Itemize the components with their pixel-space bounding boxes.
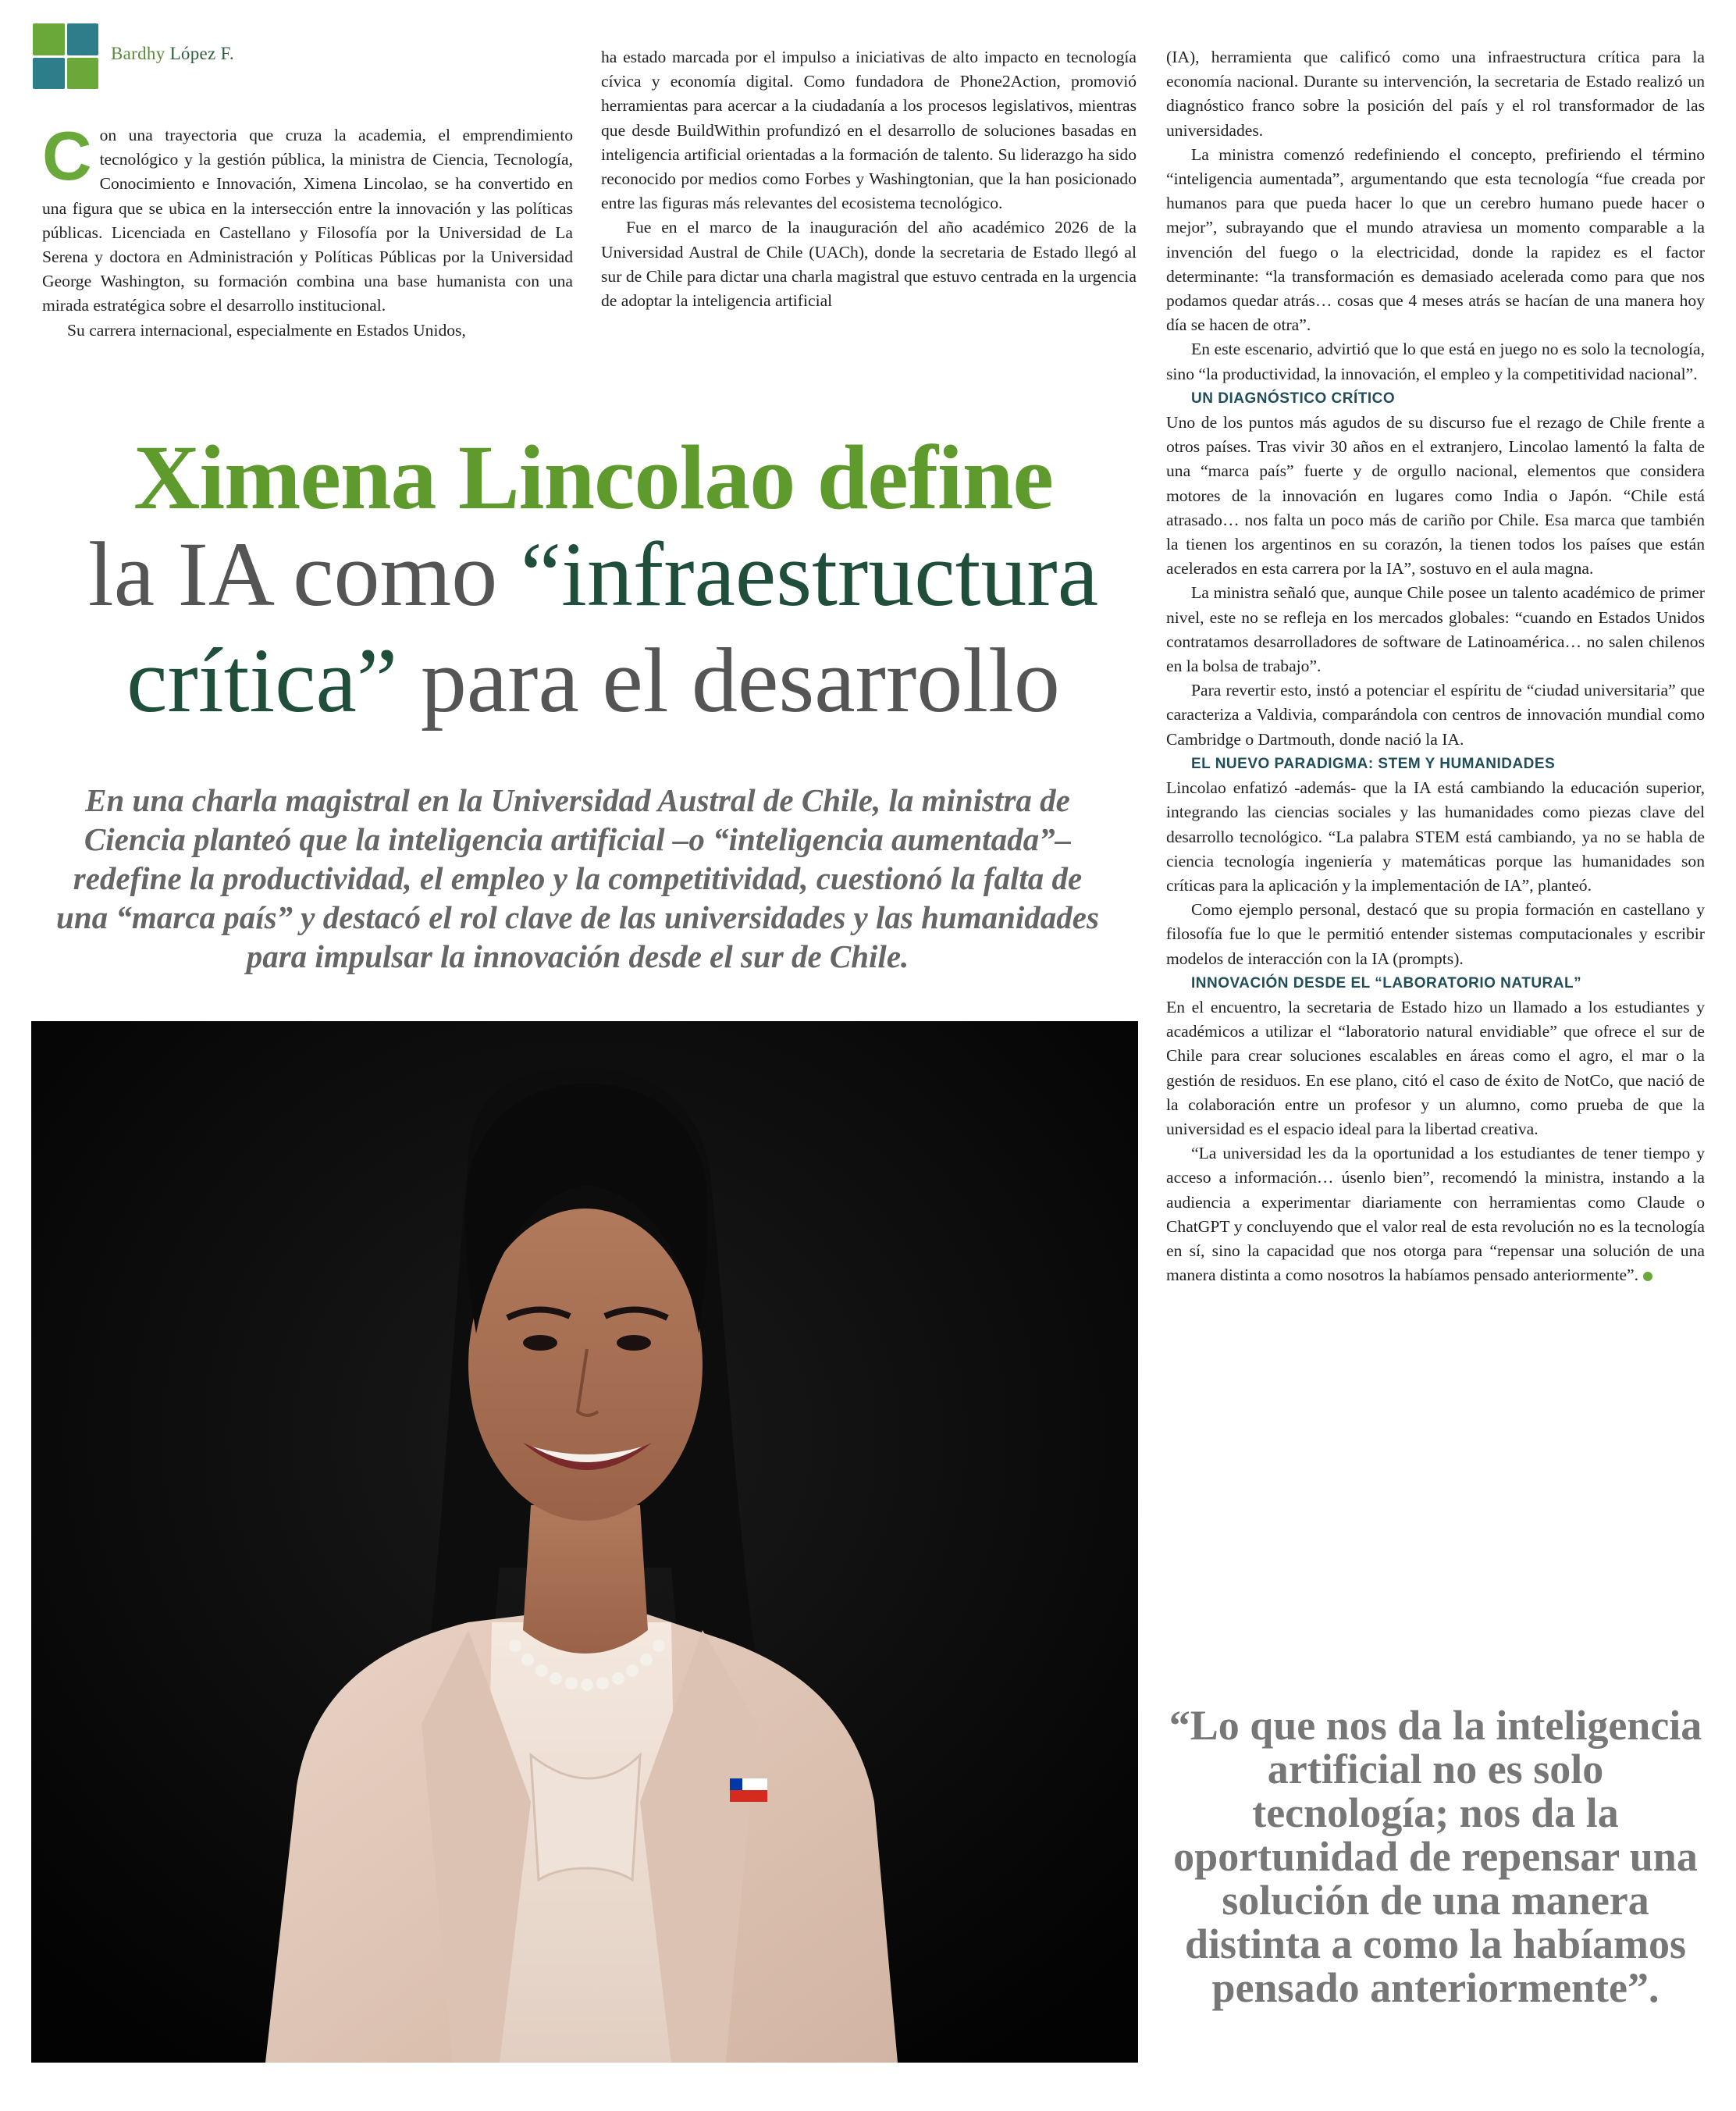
headline-line-3: crítica” para el desarrollo — [126, 629, 1060, 732]
pull-quote: “Lo que nos da la inteligencia artificial no es solo tecnología; nos da la oportunidad de repensar una solución de una manera distinta a como la habíamos pensado anteriormente”. — [1169, 1702, 1702, 2011]
subhead-innovacion: INNOVACIÓN DESDE EL “LABORATORIO NATURAL” — [1191, 974, 1582, 991]
end-mark-icon — [1643, 1272, 1652, 1281]
article-column-1 — [42, 117, 573, 343]
col1-paragraph-2: Su carrera internacional, especialmente en Estados Unidos, — [67, 320, 466, 340]
byline-last: López F. — [169, 44, 234, 63]
chile-flag-pin-icon — [730, 1778, 767, 1802]
headline-line-2: la IA como “infraestructura — [87, 523, 1099, 625]
article-column-2 — [601, 45, 1137, 313]
headline-line-1: Ximena Lincolao define — [133, 426, 1053, 529]
col3-paragraph: La ministra señaló que, aunque Chile posee un talento académico de primer nivel, este no se refleja en los mercados globales: “cuando en Estados Unidos contratamos desarrolladores de software de Latinoamérica… no salen chilenos en la bolsa de trabajo”. — [1166, 583, 1705, 676]
portrait-photo — [31, 1021, 1138, 2063]
col2-paragraph-2: Fue en el marco de la inauguración del año académico 2026 de la Universidad Austral de Chile (UACh), donde la secretaria de Estado llegó al sur de Chile para dictar una charla magistral que estuvo centrada en la urgencia de adoptar la inteligencia artificial — [601, 218, 1137, 311]
col3-paragraph: Para revertir esto, instó a potenciar el espíritu de “ciudad universitaria” que caracteriza a Valdivia, comparándola con centros de innovación mundial como Cambridge o Dartmouth, donde nació la IA. — [1166, 681, 1705, 749]
article-column-3 — [1166, 45, 1705, 1287]
col3-paragraph: Lincolao enfatizó -además- que la IA está cambiando la educación superior, integrando las ciencias sociales y las humanidades como piezas clave del desarrollo tecnológico. “La palabra STEM está cambiando, ya no se habla de ciencia tecnología ingeniería y matemáticas porque las humanidades son críticas para la aplicación y la implementación de IA”, planteó. — [1166, 778, 1705, 895]
subhead-diagnostico: UN DIAGNÓSTICO CRÍTICO — [1191, 390, 1396, 407]
byline — [111, 44, 234, 64]
col1-paragraph: on una trayectoria que cruza la academia, el emprendimiento tecnológico y la gestión pública, la ministra de Ciencia, Tecnología, Conocimiento e Innovación, Ximena Lincolao, se ha convertido en una figura que se ubica en la intersección entre la innovación y las políticas públicas. Licenciada en Castellano y Filosofía por la Universidad de La Serena y doctora en Administración y Políticas Públicas por la Universidad George Washington, su formación combina una base humanista con una mirada estratégica sobre el desarrollo institucional. — [42, 126, 573, 315]
subhead-paradigma: EL NUEVO PARADIGMA: STEM Y HUMANIDADES — [1191, 755, 1556, 772]
col3-paragraph: (IA), herramienta que calificó como una infraestructura crítica para la economía nacional. Durante su intervención, la secretaria de Estado realizó un diagnóstico franco sobre la posición del país y el rol transformador de las universidades. — [1166, 48, 1705, 140]
col2-paragraph: ha estado marcada por el impulso a iniciativas de alto impacto en tecnología cívica y economía digital. Como fundadora de Phone2Action, promovió herramientas para acercar a la ciudadanía a los procesos legislativos, mientras que desde BuildWithin profundizó en el desarrollo de soluciones basadas en inteligencia artificial orientadas a la formación de talento. Su liderazgo ha sido reconocido por medios como Forbes y Washingtonian, que la han posicionado entre las figuras más relevantes del ecosistema tecnológico. — [601, 48, 1137, 213]
col3-paragraph: La ministra comenzó redefiniendo el concepto, prefiriendo el término “inteligencia aumentada”, argumentando que esta tecnología “fue creada por humanos para que pueda hacer lo que un cerebro humano puede hacer o mejor”, subrayando que el mundo atraviesa un momento comparable a la invención del fuego o la electricidad, donde la rapidez es el factor determinante: “la transformación es demasiado acelerada como para que nos podamos quedar atrás… cosas que 4 meses atrás se hacían de una manera hoy día se hacen de otra”. — [1166, 144, 1705, 335]
col3-paragraph: Uno de los puntos más agudos de su discurso fue el rezago de Chile frente a otros países. Tras vivir 30 años en el extranjero, Lincolao lamentó la falta de una “marca país” fuerte y de orgullo nacional, elementos que considera motores de la innovación en lugares como India o Japón. “Chile está atrasado… nos falta un poco más de cariño por Chile. Esa marca que también la tienen los argentinos en su corazón, la tienen todos los países que están acelerados en esta carrera por la IA”, sostuvo en el aula magna. — [1166, 413, 1705, 578]
article-dek: En una charla magistral en la Universidad Austral de Chile, la ministra de Ciencia planteó que la inteligencia artificial –o “inteligencia aumentada”– redefine la productividad, el empleo y la competitividad, cuestionó la falta de una “marca país” y destacó el rol clave de las universidades y las humanidades para impulsar la innovación desde el sur de Chile. — [56, 782, 1099, 974]
portrait-illustration — [31, 1021, 1138, 2063]
byline-first: Bardhy — [111, 44, 165, 63]
col3-paragraph-final: “La universidad les da la oportunidad a los estudiantes de tener tiempo y acceso a información… úsenlo bien”, recomendó la ministra, instando a la audiencia a experimentar diariamente con herramientas como Claude o ChatGPT y concluyendo que el valor real de esta revolución no es la tecnología en sí, sino la capacidad que nos otorga para “repensar una solución de una manera distinta a como nosotros la habíamos pensado anteriormente”. — [1166, 1144, 1705, 1285]
col3-paragraph: En el encuentro, la secretaria de Estado hizo un llamado a los estudiantes y académicos a utilizar el “laboratorio natural envidiable” que ofrece el sur de Chile para crear soluciones escalables en áreas como el agro, el mar o la gestión de residuos. En ese plano, citó el caso de éxito de NotCo, que nació de la colaboración entre un profesor y un alumno, como prueba de que la universidad es el espacio ideal para la libertad creativa. — [1166, 997, 1705, 1138]
col3-paragraph: En este escenario, advirtió que lo que está en juego no es solo la tecnología, sino “la productividad, la innovación, el empleo y la competitividad nacional”. — [1166, 340, 1705, 383]
col3-paragraph: Como ejemplo personal, destacó que su propia formación en castellano y filosofía fue lo que le permitió entender sistemas computacionales y escribir modelos de interacción con la IA (prompts). — [1166, 900, 1705, 968]
publication-logo — [33, 23, 98, 89]
drop-cap: C — [42, 117, 92, 194]
